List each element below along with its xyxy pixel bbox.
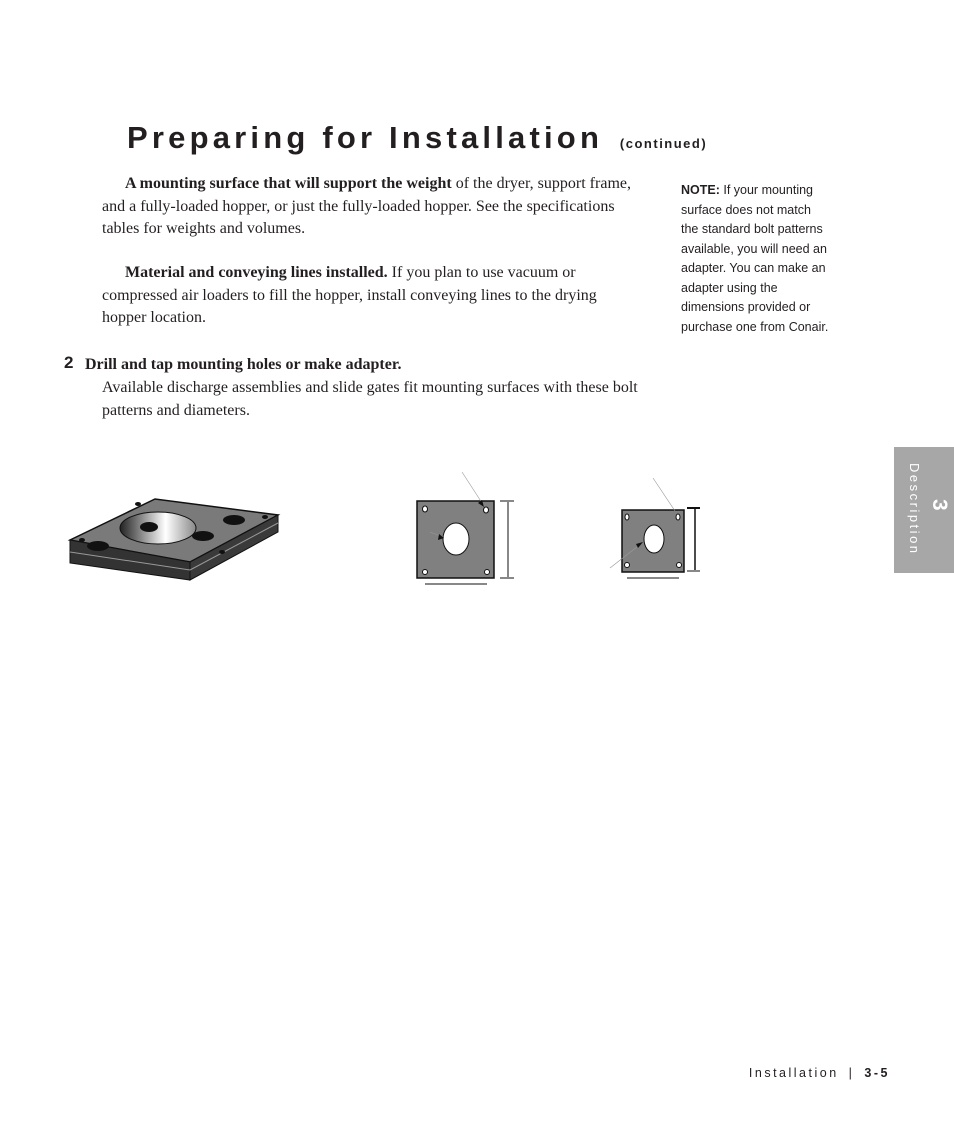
step-text: Available discharge assemblies and slide gates fit mounting surfaces with these bolt patterns and diameters. <box>102 379 638 419</box>
page-number: 3-5 <box>864 1066 890 1080</box>
adapter-plate-illustration <box>60 490 290 590</box>
chapter-tab-label: Description <box>907 463 922 556</box>
note-label: NOTE: <box>681 183 720 197</box>
paragraph-body: of the dryer, support frame, and a fully-loaded hopper, or just the fully-loaded hopper. See the specifications tables for weights and volumes. <box>102 175 631 237</box>
paragraph-mounting-surface <box>102 173 642 241</box>
paragraph-lead: A mounting surface that will support the weight <box>125 175 452 192</box>
step-heading-text: Drill and tap mounting holes or make adapter. <box>85 356 402 373</box>
chapter-tab-number: 3 <box>928 499 951 511</box>
title-text: Preparing for Installation <box>127 120 604 155</box>
note-text: If your mounting surface does not match the standard bolt patterns available, you will need an adapter. You can make an adapter using the dimensions provided or purchase one from Conair. <box>681 183 829 334</box>
chapter-tab[interactable] <box>894 447 954 573</box>
footer-separator: | <box>848 1066 855 1080</box>
page-title <box>127 120 707 156</box>
paragraph-conveying-lines <box>102 262 642 330</box>
footer-section: Installation <box>748 1066 839 1080</box>
step-heading <box>85 354 625 377</box>
bolt-pattern-diagram-large <box>410 470 525 595</box>
side-note <box>681 181 831 337</box>
bolt-pattern-diagram-small <box>605 475 705 585</box>
paragraph-lead: Material and conveying lines installed. <box>125 264 388 281</box>
continued-label: (continued) <box>619 136 708 151</box>
page-footer <box>749 1066 890 1080</box>
step-number: 2 <box>64 353 74 372</box>
paragraph-body: If you plan to use vacuum or compressed air loaders to fill the hopper, install conveying lines to the drying hopper location. <box>102 264 597 326</box>
